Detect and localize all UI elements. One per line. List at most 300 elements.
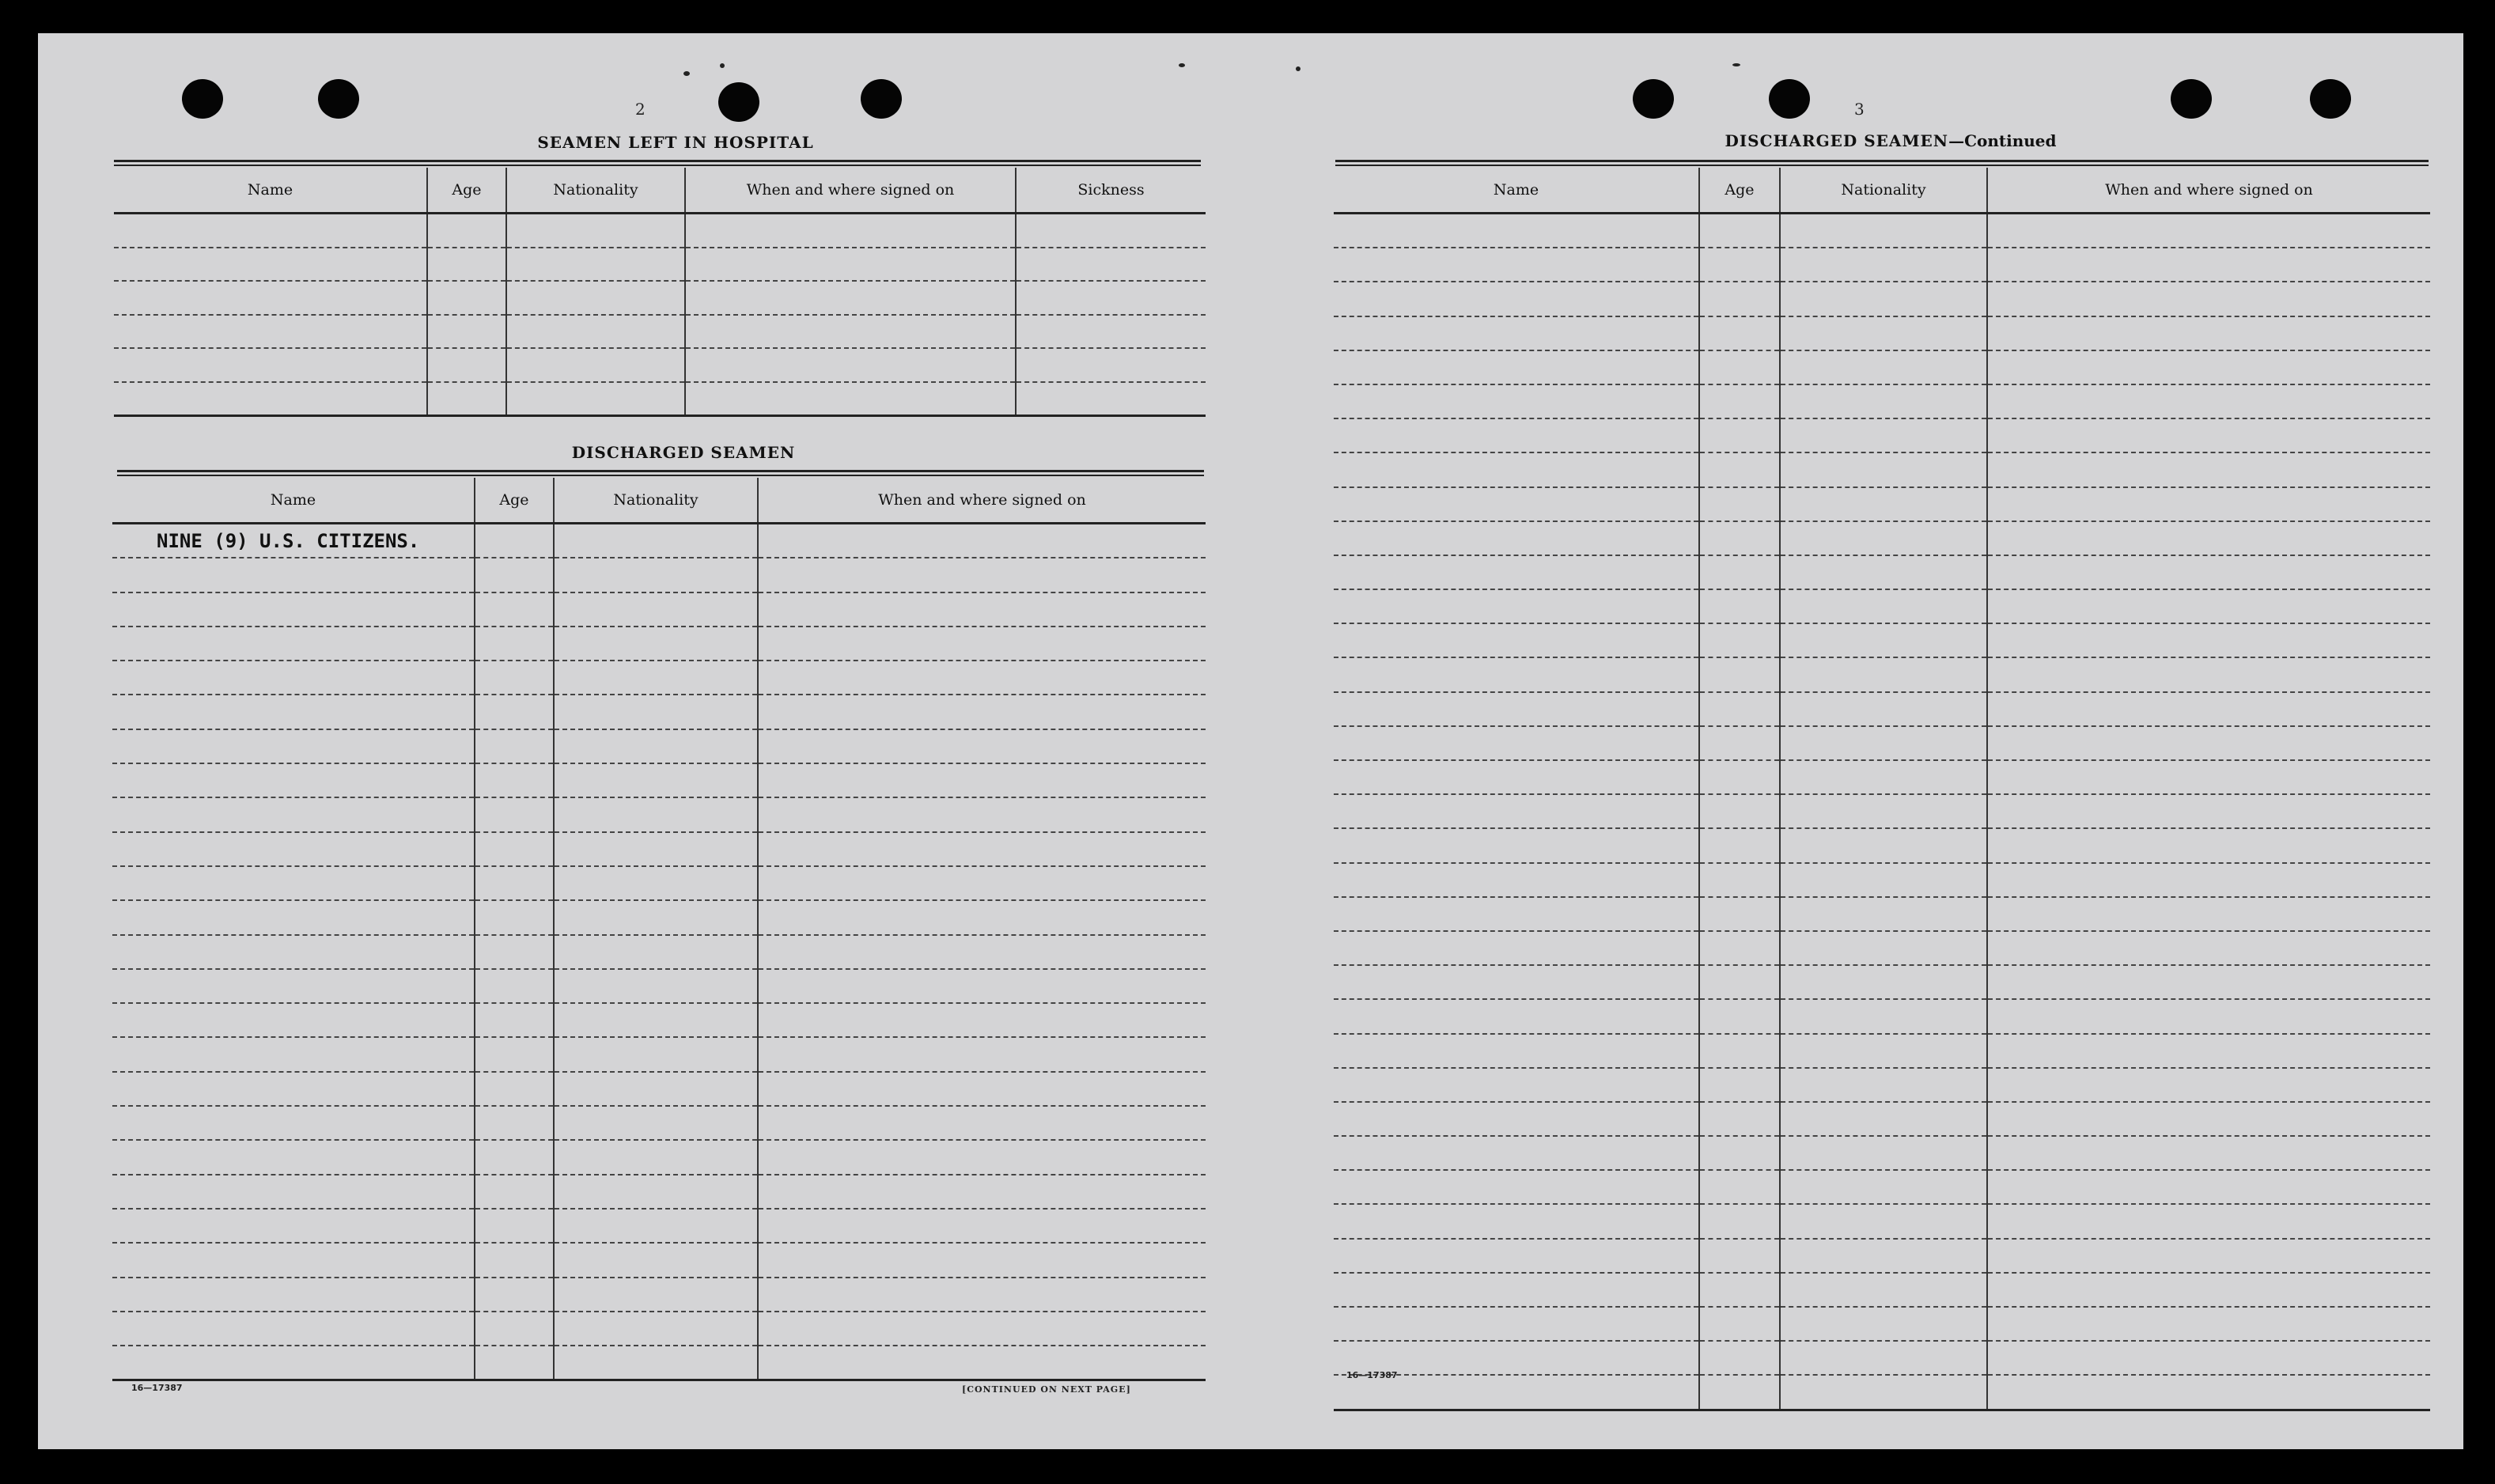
table-cell [1780,1170,1987,1204]
table-cell [1987,316,2430,350]
table-row [1334,214,2430,248]
table-cell [685,348,1016,382]
table-row [1334,1239,2430,1273]
table-cell [554,1243,758,1277]
table-cell [1334,1034,1699,1068]
table-row [1334,931,2430,965]
table-cell [1699,350,1780,384]
table-cell [112,592,475,627]
table-cell [1699,931,1780,965]
table-cell [1987,794,2430,828]
table-cell [506,382,685,416]
table-cell [112,729,475,763]
ink-speck [683,71,690,76]
table-cell [1334,521,1699,555]
table-cell [554,1140,758,1174]
table-cell [1699,760,1780,794]
table-cell [1987,589,2430,623]
table-cell [427,281,506,315]
table-cell [1699,589,1780,623]
table-row [1334,521,2430,555]
table-cell [475,1312,554,1346]
table-cell [1334,487,1699,521]
table-cell [1699,1136,1780,1170]
table-cell [112,1312,475,1346]
table-cell [758,1346,1206,1380]
table-cell [1699,214,1780,248]
table-row [1334,452,2430,486]
discharged-continued-title [1329,131,2452,150]
table-cell [758,832,1206,866]
table-cell [554,935,758,969]
table-row [112,832,1206,866]
table-cell [1699,623,1780,657]
table-cell [1987,1239,2430,1273]
table-cell [112,1003,475,1037]
discharged-title-rule [117,470,1204,476]
table-cell [1699,1204,1780,1238]
table-cell [1780,1375,1987,1410]
table-cell [1334,999,1699,1033]
table-row [1334,999,2430,1033]
table-row [1334,282,2430,316]
table-cell [112,900,475,934]
table-row [1334,589,2430,623]
table-row [1334,863,2430,897]
table-row [114,382,1206,416]
table-cell [758,1175,1206,1209]
binder-hole [318,79,359,119]
table-cell [758,558,1206,592]
table-cell [1699,521,1780,555]
page-number-left: 2 [635,100,646,119]
table-row [112,1140,1206,1174]
table-row [114,315,1206,349]
page-number-right: 3 [1854,100,1865,119]
table-row [112,729,1206,763]
table-cell [112,969,475,1003]
column-header: Name [114,168,427,214]
table-cell [1987,760,2430,794]
table-cell [1780,863,1987,897]
table-cell [1987,1102,2430,1136]
table-cell [475,832,554,866]
table-cell [475,1003,554,1037]
table-cell [1780,521,1987,555]
table-row [112,1346,1206,1380]
table-cell [1780,931,1987,965]
table-row [1334,692,2430,726]
table-row [112,1037,1206,1071]
binder-hole [1633,79,1674,119]
table-cell [554,900,758,934]
table-row [112,558,1206,592]
table-cell [554,1209,758,1243]
table-cell [1987,828,2430,862]
table-cell [114,248,427,282]
table-row [114,214,1206,248]
table-cell [1334,589,1699,623]
table-row [1334,1375,2430,1410]
table-cell [475,1175,554,1209]
table-row [112,1312,1206,1346]
table-cell [1987,487,2430,521]
table-cell [475,1072,554,1106]
table-cell [112,797,475,831]
table-cell [112,1072,475,1106]
column-header: Nationality [506,168,685,214]
table-cell [1699,1273,1780,1307]
table-cell [1334,316,1699,350]
table-cell [1699,555,1780,589]
table-cell [1334,965,1699,999]
table-cell [1780,1204,1987,1238]
discharged-section-title: DISCHARGED SEAMEN [571,443,796,462]
table-cell [1699,794,1780,828]
table-row [1334,828,2430,862]
table-cell [1334,760,1699,794]
discharged-continued-title-main: DISCHARGED SEAMEN [1725,131,1949,150]
table-cell [554,627,758,661]
column-header: Age [427,168,506,214]
table-cell [1699,1170,1780,1204]
table-cell [112,763,475,797]
table-cell [1987,1204,2430,1238]
table-row [1334,1102,2430,1136]
table-row [114,348,1206,382]
table-cell [554,763,758,797]
column-header: Nationality [554,478,758,524]
table-cell [1334,555,1699,589]
table-row [1334,1307,2430,1341]
table-cell [1699,965,1780,999]
table-cell [1987,999,2430,1033]
table-row [1334,418,2430,452]
table-cell [1987,897,2430,931]
table-cell [1699,999,1780,1033]
table-cell [1987,384,2430,418]
table-cell [1987,863,2430,897]
table-cell [1780,350,1987,384]
table-cell [1699,828,1780,862]
table-cell [1780,282,1987,316]
table-cell [758,969,1206,1003]
table-cell [1780,1341,1987,1375]
table-cell [114,281,427,315]
table-cell [1780,1239,1987,1273]
table-cell [1780,555,1987,589]
table-cell [554,1003,758,1037]
table-row [112,661,1206,695]
table-cell [1699,1068,1780,1102]
table-row [112,935,1206,969]
table-cell [112,524,475,558]
table-cell [1334,214,1699,248]
table-cell [112,1140,475,1174]
table-cell [475,1346,554,1380]
table-cell [1987,965,2430,999]
table-cell [1987,418,2430,452]
right-title-rule [1335,160,2429,166]
table-cell [554,1278,758,1312]
continued-note: [CONTINUED ON NEXT PAGE] [962,1384,1131,1395]
table-cell [758,1243,1206,1277]
table-cell [685,281,1016,315]
table-row [112,763,1206,797]
table-cell [1699,657,1780,691]
table-cell [1987,214,2430,248]
table-cell [1987,1375,2430,1410]
table-row [112,1106,1206,1140]
table-cell [1780,623,1987,657]
table-cell [1699,1375,1780,1410]
discharged-continued-table [1334,168,2430,1411]
table-cell [758,1106,1206,1140]
table-cell [427,348,506,382]
ink-speck [1732,63,1740,66]
table-cell [1699,863,1780,897]
table-cell [685,248,1016,282]
table-row [1334,760,2430,794]
table-cell [554,592,758,627]
table-cell [1987,1341,2430,1375]
table-cell [427,214,506,248]
table-cell [1780,794,1987,828]
table-row [112,900,1206,934]
table-cell [554,1346,758,1380]
binder-hole [2310,79,2351,119]
table-cell [554,1312,758,1346]
table-cell [112,627,475,661]
table-cell [112,558,475,592]
table-cell [758,592,1206,627]
binder-hole [182,79,223,119]
table-cell [758,729,1206,763]
table-row [1334,316,2430,350]
typed-entry: NINE (9) U.S. CITIZENS. [157,530,420,553]
table-cell [1987,452,2430,486]
table-cell [1334,1170,1699,1204]
table-cell [1780,965,1987,999]
table-cell [758,1209,1206,1243]
table-cell [1780,1273,1987,1307]
table-row [112,627,1206,661]
table-cell [1987,248,2430,282]
table-cell [1334,623,1699,657]
document-sheet [38,33,2463,1449]
column-header: Name [1334,168,1699,214]
table-row [1334,555,2430,589]
table-cell [554,729,758,763]
table-row [112,1278,1206,1312]
binder-hole [718,82,759,122]
table-cell [685,315,1016,349]
ink-speck [1179,63,1185,67]
table-row [112,695,1206,729]
table-cell [758,866,1206,900]
table-cell [554,832,758,866]
table-cell [1016,214,1206,248]
table-cell [475,592,554,627]
table-cell [1987,555,2430,589]
table-row [112,969,1206,1003]
table-cell [506,214,685,248]
table-cell [554,1106,758,1140]
column-header: Age [475,478,554,524]
table-cell [685,382,1016,416]
table-cell [1987,282,2430,316]
table-cell [112,1346,475,1380]
table-row [1334,1136,2430,1170]
table-cell [1699,384,1780,418]
table-cell [427,382,506,416]
table-cell [1780,214,1987,248]
table-cell [554,1175,758,1209]
table-cell [1699,1034,1780,1068]
table-cell [685,214,1016,248]
table-row [1334,1170,2430,1204]
table-cell [1334,1068,1699,1102]
ink-speck [720,63,725,68]
table-cell [506,315,685,349]
table-cell [758,1312,1206,1346]
table-row [112,524,1206,558]
table-cell [1699,452,1780,486]
column-header: When and where signed on [1987,168,2430,214]
table-cell [1334,418,1699,452]
table-cell [1699,1341,1780,1375]
table-cell [1016,348,1206,382]
table-cell [1780,657,1987,691]
table-cell [112,1106,475,1140]
table-cell [1987,1068,2430,1102]
table-cell [1334,384,1699,418]
table-cell [114,382,427,416]
table-cell [1699,1102,1780,1136]
table-cell [112,1243,475,1277]
table-cell [554,558,758,592]
table-cell [1780,692,1987,726]
table-row [1334,897,2430,931]
table-cell [1987,521,2430,555]
table-cell [475,935,554,969]
table-row [112,1072,1206,1106]
form-number-right: 16—17387 [1346,1370,1398,1380]
table-cell [1780,1034,1987,1068]
table-cell [1334,726,1699,760]
table-cell [554,695,758,729]
table-cell [1780,726,1987,760]
table-cell [1699,316,1780,350]
table-cell [1780,452,1987,486]
table-cell [758,797,1206,831]
table-row [1334,1034,2430,1068]
table-cell [1987,726,2430,760]
table-cell [1987,657,2430,691]
table-cell [112,1037,475,1071]
table-cell [758,695,1206,729]
table-cell [758,1140,1206,1174]
ink-speck [1296,66,1301,71]
table-cell [506,281,685,315]
table-cell [1016,315,1206,349]
table-cell [1780,828,1987,862]
table-cell [1016,248,1206,282]
table-cell [475,866,554,900]
table-cell [1334,863,1699,897]
table-row [1334,794,2430,828]
table-cell [1699,418,1780,452]
table-row [1334,487,2430,521]
table-cell [475,729,554,763]
table-cell [1334,931,1699,965]
column-header: When and where signed on [758,478,1206,524]
table-cell [758,900,1206,934]
table-cell [1699,1239,1780,1273]
table-cell [1780,760,1987,794]
table-cell [554,524,758,558]
table-cell [1780,1068,1987,1102]
table-cell [1334,452,1699,486]
table-cell [427,315,506,349]
table-cell [1780,999,1987,1033]
table-row [112,1175,1206,1209]
table-cell [475,763,554,797]
table-cell [1334,1136,1699,1170]
table-cell [1699,692,1780,726]
table-cell [1699,1307,1780,1341]
table-cell [112,695,475,729]
table-cell [1987,692,2430,726]
table-cell [475,797,554,831]
table-cell [1987,1170,2430,1204]
table-cell [475,1140,554,1174]
table-cell [1334,1239,1699,1273]
form-number-left: 16—17387 [131,1383,183,1393]
table-row [1334,1341,2430,1375]
table-cell [114,348,427,382]
table-cell [1334,657,1699,691]
table-cell [1699,248,1780,282]
table-cell [475,1278,554,1312]
table-cell [112,935,475,969]
table-cell [1987,1273,2430,1307]
table-cell [1780,316,1987,350]
table-cell [475,524,554,558]
column-header: Nationality [1780,168,1987,214]
table-row [1334,1068,2430,1102]
table-cell [758,763,1206,797]
table-cell [1780,418,1987,452]
table-cell [1334,897,1699,931]
table-cell [1987,1307,2430,1341]
table-cell [758,1278,1206,1312]
table-cell [475,661,554,695]
column-header: Name [112,478,475,524]
hospital-table [114,168,1206,417]
table-cell [1780,487,1987,521]
table-cell [758,935,1206,969]
column-header: Sickness [1016,168,1206,214]
table-cell [1334,1273,1699,1307]
table-cell [506,348,685,382]
table-cell [1699,282,1780,316]
table-cell [758,524,1206,558]
table-cell [1334,350,1699,384]
table-cell [1987,623,2430,657]
table-cell [475,627,554,661]
binder-hole [1769,79,1810,119]
